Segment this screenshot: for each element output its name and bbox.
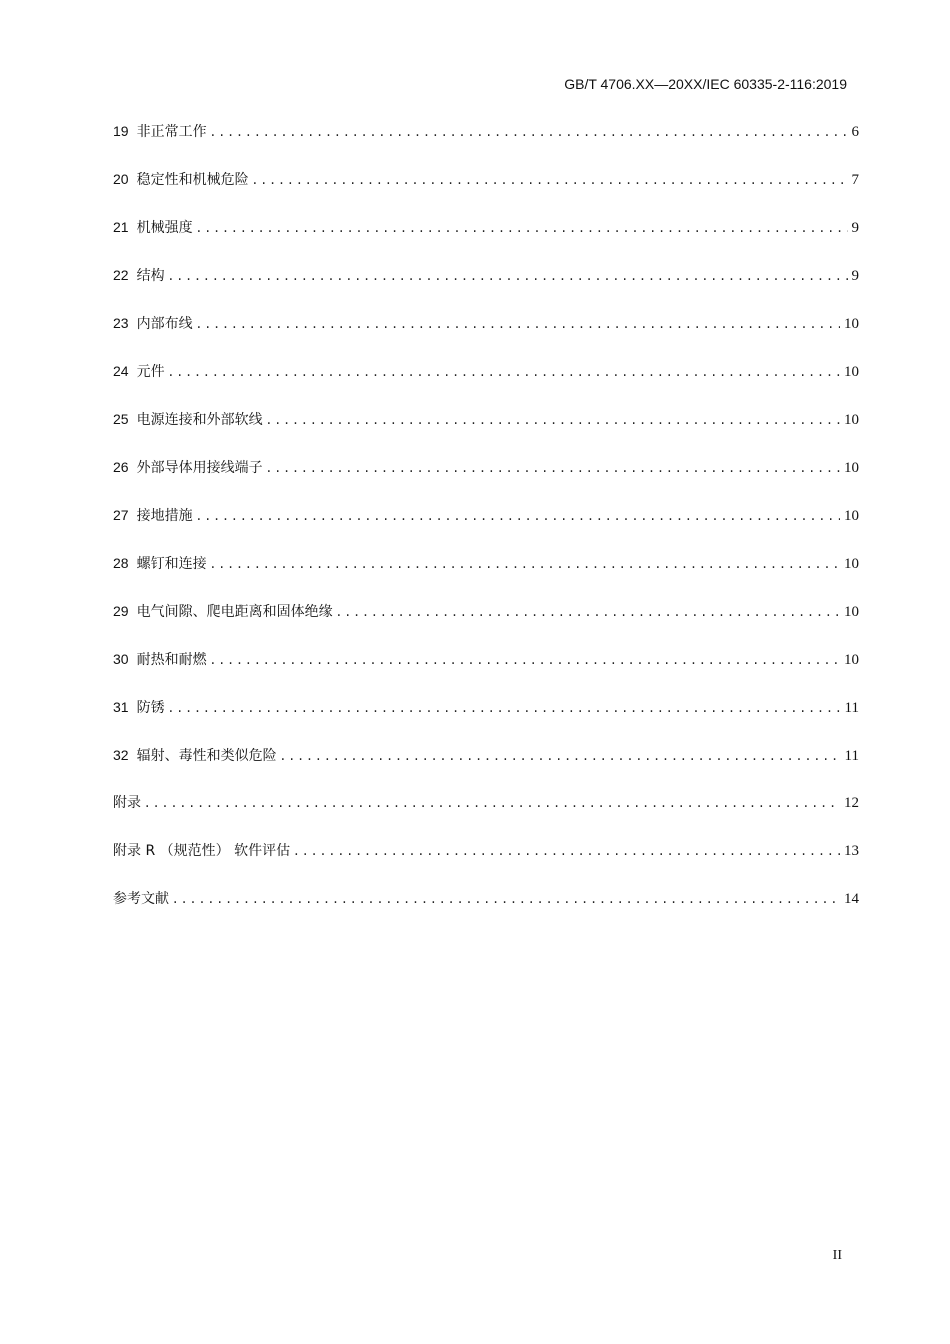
- toc-entry-title: 附录: [113, 795, 141, 811]
- dot-leader: [211, 649, 840, 671]
- dot-leader: [281, 745, 841, 767]
- dot-leader: [169, 265, 848, 287]
- toc-entry-number: 28: [113, 555, 129, 571]
- toc-entry-number: 22: [113, 267, 129, 283]
- toc-entry-title: 螺钉和连接: [136, 556, 207, 572]
- dot-leader: [294, 840, 840, 862]
- toc-entry[interactable]: [113, 552, 859, 600]
- toc-entry-number: 19: [113, 123, 129, 139]
- dot-leader: [173, 888, 840, 910]
- toc-entry-page: 14: [844, 891, 859, 907]
- toc-entry-page: 9: [851, 220, 859, 236]
- toc-entry-title: 附录 R （规范性） 软件评估: [113, 843, 291, 859]
- toc-entry-page: 11: [844, 700, 859, 716]
- toc-entry[interactable]: [113, 408, 859, 456]
- toc-entry-number: 31: [113, 699, 129, 715]
- toc-entry-page: 11: [844, 748, 859, 764]
- toc-entry-title: 接地措施: [136, 508, 193, 524]
- toc-entry-page: 10: [844, 556, 859, 572]
- toc-entry-page: 9: [851, 268, 859, 284]
- toc-entry-page: 10: [844, 364, 859, 380]
- toc-entry-title: 非正常工作: [136, 124, 207, 140]
- toc-entry-page: 10: [844, 652, 859, 668]
- toc-entry[interactable]: [113, 696, 859, 744]
- toc-entry[interactable]: [113, 360, 859, 408]
- document-header: GB/T 4706.XX—20XX/IEC 60335-2-116:2019: [564, 76, 847, 92]
- toc-entry[interactable]: [113, 264, 859, 312]
- toc-entry-page: 6: [851, 124, 859, 140]
- toc-entry[interactable]: [113, 792, 859, 840]
- toc-entry-title: 机械强度: [136, 220, 193, 236]
- dot-leader: [211, 121, 848, 143]
- toc-entry-number: 29: [113, 603, 129, 619]
- toc-entry-page: 10: [844, 412, 859, 428]
- toc-entry[interactable]: [113, 504, 859, 552]
- dot-leader: [169, 361, 840, 383]
- dot-leader: [197, 217, 848, 239]
- toc-entry-title: 稳定性和机械危险: [136, 172, 249, 188]
- toc-entry-number: 23: [113, 315, 129, 331]
- toc-entry-number: 32: [113, 747, 129, 763]
- dot-leader: [145, 792, 840, 814]
- toc-entry-page: 12: [844, 795, 859, 811]
- dot-leader: [197, 505, 840, 527]
- toc-entry-number: 21: [113, 219, 129, 235]
- toc-entry-number: 20: [113, 171, 129, 187]
- toc-entry[interactable]: [113, 312, 859, 360]
- toc-entry[interactable]: [113, 216, 859, 264]
- dot-leader: [337, 601, 840, 623]
- toc-entry[interactable]: [113, 168, 859, 216]
- toc-entry[interactable]: [113, 600, 859, 648]
- page-number: II: [832, 1248, 842, 1263]
- dot-leader: [267, 457, 840, 479]
- toc-entry-number: 30: [113, 651, 129, 667]
- dot-leader: [267, 409, 840, 431]
- toc-entry-title: 防锈: [136, 700, 165, 716]
- toc-entry[interactable]: [113, 120, 859, 168]
- toc-entry-title: 辐射、毒性和类似危险: [136, 748, 277, 764]
- toc-entry-title: 电源连接和外部软线: [136, 412, 263, 428]
- toc-entry-number: 25: [113, 411, 129, 427]
- toc-entry-number: 27: [113, 507, 129, 523]
- toc-entry-page: 10: [844, 316, 859, 332]
- toc-entry[interactable]: [113, 648, 859, 696]
- toc-entry-title: 参考文献: [113, 891, 169, 907]
- toc-entry[interactable]: [113, 744, 859, 792]
- toc-entry[interactable]: [113, 888, 859, 936]
- toc-entry-title: 内部布线: [136, 316, 193, 332]
- toc-entry-page: 10: [844, 460, 859, 476]
- table-of-contents: [113, 120, 859, 936]
- toc-entry[interactable]: [113, 456, 859, 504]
- dot-leader: [169, 697, 841, 719]
- toc-entry[interactable]: [113, 840, 859, 888]
- dot-leader: [197, 313, 840, 335]
- toc-entry-title: 耐热和耐燃: [136, 652, 207, 668]
- toc-entry-page: 10: [844, 508, 859, 524]
- dot-leader: [253, 169, 848, 191]
- toc-entry-page: 10: [844, 604, 859, 620]
- toc-entry-page: 13: [844, 843, 859, 859]
- toc-entry-title: 外部导体用接线端子: [136, 460, 263, 476]
- toc-entry-number: 24: [113, 363, 129, 379]
- toc-entry-title: 元件: [136, 364, 165, 380]
- toc-entry-title: 电气间隙、爬电距离和固体绝缘: [136, 604, 333, 620]
- toc-entry-page: 7: [851, 172, 859, 188]
- toc-entry-number: 26: [113, 459, 129, 475]
- dot-leader: [211, 553, 840, 575]
- toc-entry-title: 结构: [136, 268, 165, 284]
